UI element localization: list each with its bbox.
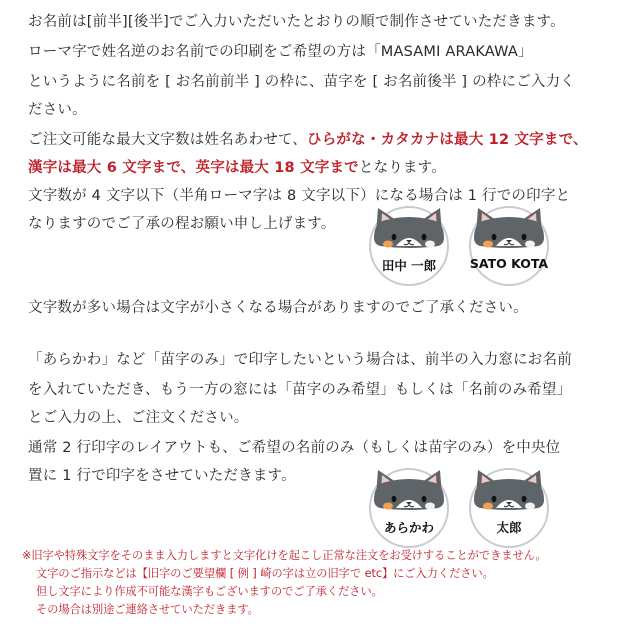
- text-line: を入れていただき、もう一方の窓には「苗字のみ希望」もしくは「名前のみ希望」: [28, 382, 572, 398]
- cat-name-badge: [366, 200, 452, 286]
- text-line: ださい。: [28, 102, 87, 118]
- text-line: 文字数が 4 文字以下（半角ローマ字は 8 文字以下）になる場合は 1 行での印字と: [28, 188, 571, 204]
- text-segment: となります。: [358, 160, 446, 176]
- text-segment: ご注文可能な最大文字数は姓名あわせて、: [28, 132, 308, 148]
- highlight-text: ひらがな・カタカナは最大 12 文字まで、: [307, 132, 588, 148]
- text-line: 「あらかわ」など「苗字のみ」で印字したいという場合は、前半の入力窓にお名前: [28, 352, 572, 368]
- text-line: 通常 2 行印字のレイアウトも、ご希望の名前のみ（もしくは苗字のみ）を中央位: [28, 440, 561, 456]
- note-line: ※旧字や特殊文字をそのまま入力しますと文字化けを起こし正常な注文をお受けすることができません。: [22, 549, 547, 562]
- cat-name-badge: [466, 462, 552, 548]
- note-line: 但し文字により作成不可能な漢字もございますのでご了承ください。: [36, 585, 383, 598]
- note-line: その場合は別途ご連絡させていただきます。: [36, 603, 259, 616]
- text-line: [28, 130, 588, 150]
- text-line: 置に 1 行で印字をさせていただきます。: [28, 468, 296, 484]
- text-line: ローマ字で姓名逆のお名前での印刷をご希望の方は「MASAMI ARAKAWA」: [28, 44, 533, 60]
- badge-label: 田中 一郎: [381, 258, 437, 273]
- note-line: 文字のご指示などは【旧字のご要望欄 [ 例 ] 崎の字は立の旧字で etc】にご入力ください。: [36, 567, 494, 580]
- text-line: お名前は[前半][後半]でご入力いただいたとおりの順で制作させていただきます。: [28, 14, 565, 30]
- cat-icon: [466, 200, 552, 286]
- text-line: というように名前を [ お名前前半 ] の枠に、苗字を [ お名前後半 ] の枠にご入力く: [28, 74, 575, 90]
- badge-label: あらかわ: [383, 520, 434, 535]
- badge-label: SATO KOTA: [469, 256, 549, 271]
- text-line: 文字数が多い場合は文字が小さくなる場合がありますのでご了承ください。: [28, 300, 528, 316]
- text-line: とご入力の上、ご注文ください。: [28, 410, 249, 426]
- highlight-text: 漢字は最大 6 文字まで、英字は最大 18 文字まで: [28, 160, 359, 176]
- badge-label: 太郎: [496, 520, 522, 535]
- text-line: なりますのでご了承の程お願い申し上げます。: [28, 216, 336, 232]
- cat-name-badge: [466, 200, 552, 286]
- cat-name-badge: [366, 462, 452, 548]
- text-line: [28, 158, 446, 178]
